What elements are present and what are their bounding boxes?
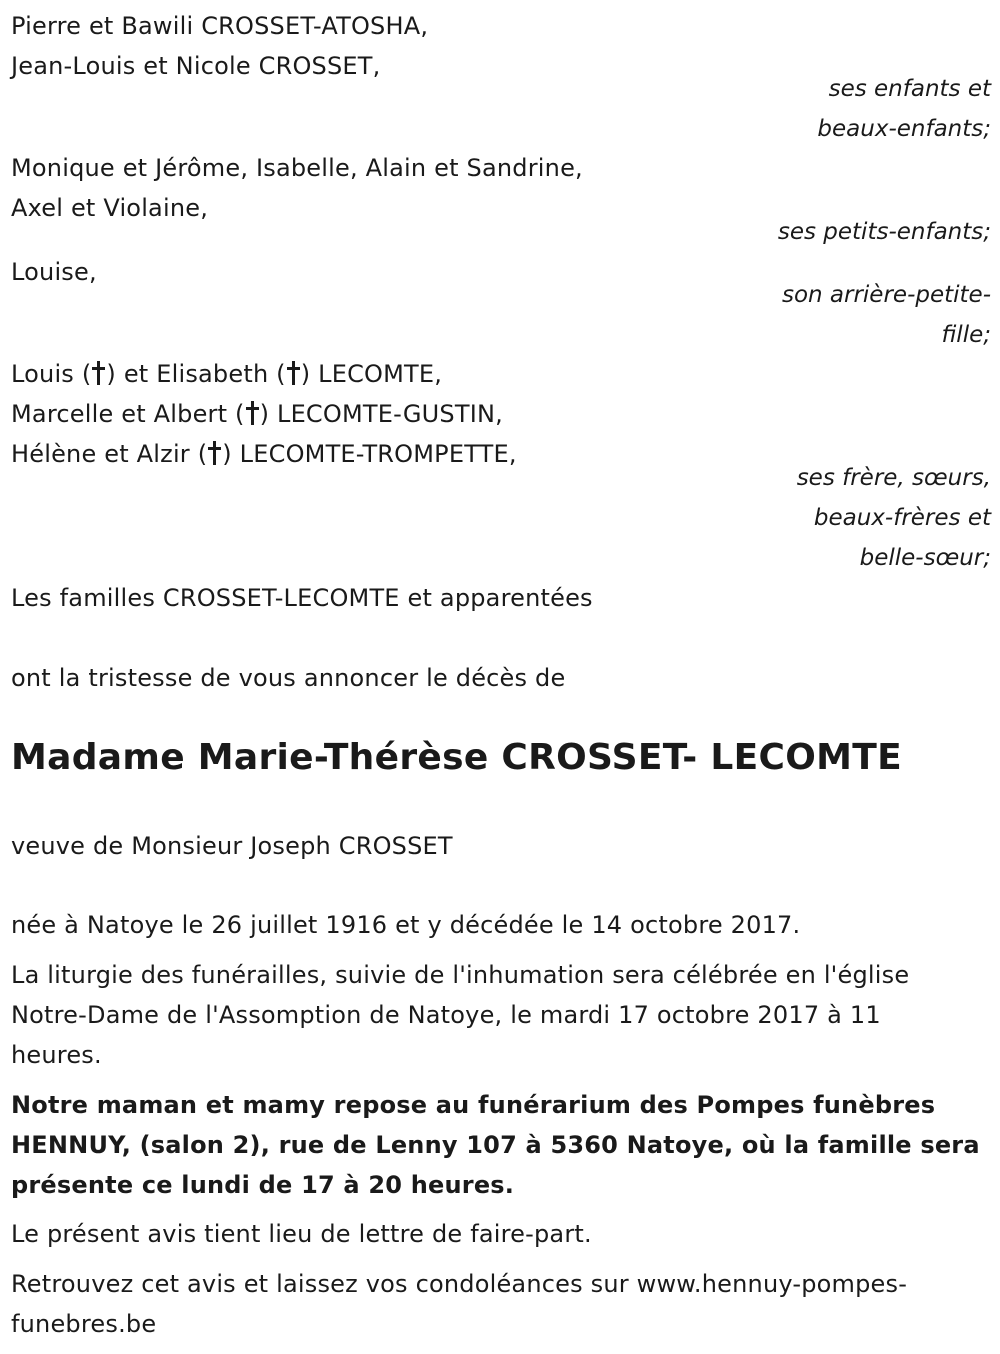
siblings-line-2-part-a: Marcelle et Albert (	[11, 400, 245, 428]
condolences-line-2: funebres.be	[11, 1310, 157, 1338]
latin-cross-icon	[92, 361, 105, 385]
visitation-line-2: HENNUY, (salon 2), rue de Lenny 107 à 5360 Natoye, où la famille sera	[11, 1131, 980, 1159]
siblings-line-3-part-b: ) LECOMTE-TROMPETTE,	[222, 440, 517, 468]
condolences-line-1: Retrouvez cet avis et laissez vos condoléances sur www.hennuy-pompes-	[11, 1270, 908, 1298]
siblings-line-2-part-b: ) LECOMTE-GUSTIN,	[259, 400, 503, 428]
deceased-name: Madame Marie-Thérèse CROSSET- LECOMTE	[11, 737, 903, 778]
children-line-1: Pierre et Bawili CROSSET-ATOSHA,	[11, 12, 429, 40]
announcement-line: ont la tristesse de vous annoncer le décès de	[11, 664, 566, 692]
siblings-line-1	[11, 354, 442, 394]
siblings-role-line-3: belle-sœur;	[859, 545, 991, 571]
great-grandchild-role-line-2: fille;	[941, 322, 991, 348]
children-role-line-1: ses enfants et	[828, 76, 991, 102]
latin-cross-icon	[208, 441, 221, 465]
visitation-line-3: présente ce lundi de 17 à 20 heures.	[11, 1171, 515, 1199]
great-grandchild-line: Louise,	[11, 258, 97, 286]
siblings-line-2	[11, 394, 503, 434]
visitation-line-1: Notre maman et mamy repose au funérarium des Pompes funèbres	[11, 1091, 936, 1119]
children-role-line-2: beaux-enfants;	[817, 116, 991, 142]
children-line-2: Jean-Louis et Nicole CROSSET,	[11, 52, 381, 80]
liturgy-line-3: heures.	[11, 1041, 102, 1069]
widow-of-line: veuve de Monsieur Joseph CROSSET	[11, 832, 453, 860]
latin-cross-icon	[246, 401, 259, 425]
liturgy-line-1: La liturgie des funérailles, suivie de l'inhumation sera célébrée en l'église	[11, 961, 910, 989]
notice-line: Le présent avis tient lieu de lettre de faire-part.	[11, 1220, 592, 1248]
siblings-role-line-2: beaux-frères et	[813, 505, 991, 531]
latin-cross-icon	[287, 361, 300, 385]
great-grandchild-role-line-1: son arrière-petite-	[781, 282, 991, 308]
siblings-line-3-part-a: Hélène et Alzir (	[11, 440, 208, 468]
birth-death-line: née à Natoye le 26 juillet 1916 et y décédée le 14 octobre 2017.	[11, 911, 801, 939]
obituary-notice	[11, 0, 991, 1354]
siblings-line-3	[11, 434, 517, 474]
siblings-role-line-1: ses frère, sœurs,	[796, 465, 991, 491]
grandchildren-line-1: Monique et Jérôme, Isabelle, Alain et Sandrine,	[11, 154, 583, 182]
grandchildren-line-2: Axel et Violaine,	[11, 194, 209, 222]
families-line: Les familles CROSSET-LECOMTE et apparentées	[11, 584, 593, 612]
siblings-line-1-part-b: ) et Elisabeth (	[106, 360, 286, 388]
grandchildren-role: ses petits-enfants;	[777, 219, 991, 245]
siblings-line-1-part-c: ) LECOMTE,	[300, 360, 443, 388]
siblings-line-1-part-a: Louis (	[11, 360, 92, 388]
liturgy-line-2: Notre-Dame de l'Assomption de Natoye, le mardi 17 octobre 2017 à 11	[11, 1001, 881, 1029]
